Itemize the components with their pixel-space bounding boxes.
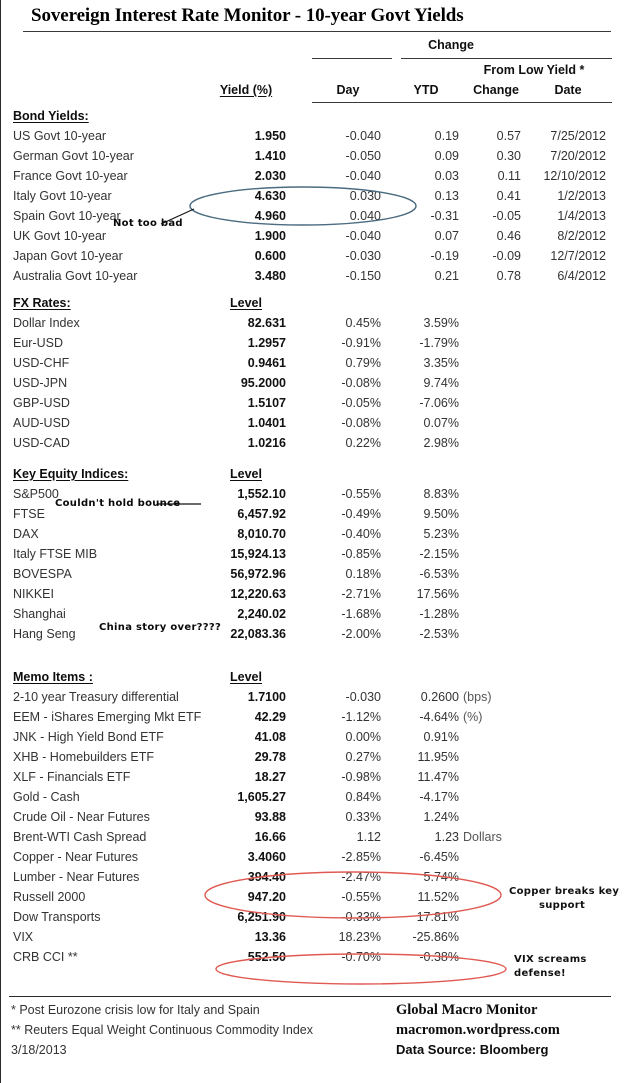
row-label: Crude Oil - Near Futures [13, 810, 150, 824]
row-ytd-change: -0.38% [419, 950, 459, 964]
row-from-low-date: 8/2/2012 [557, 229, 606, 243]
row-label: Russell 2000 [13, 890, 86, 904]
annotation-vix-screams-line1: VIX screams [514, 954, 587, 965]
row-label: Dollar Index [13, 316, 80, 330]
table-row [1, 827, 630, 847]
annotation-copper-breaks-line1: Copper breaks key [509, 886, 620, 897]
table-row [1, 333, 630, 353]
row-ytd-change: -1.28% [419, 607, 459, 621]
row-label: Brent-WTI Cash Spread [13, 830, 147, 844]
row-label: JNK - High Yield Bond ETF [13, 730, 164, 744]
header-from-low-yield: From Low Yield * [483, 63, 585, 77]
row-level: 6,457.92 [237, 507, 286, 521]
row-unit-suffix: (%) [463, 710, 483, 724]
row-label: XHB - Homebuilders ETF [13, 750, 155, 764]
table-row [1, 847, 630, 867]
row-day-change: -1.68% [341, 607, 381, 621]
header-rule-bottom [312, 102, 612, 103]
section-key-equity-indices [1, 464, 630, 644]
row-label: Italy FTSE MIB [13, 547, 98, 561]
section-memo-items [1, 667, 630, 967]
header-rule-day [312, 58, 392, 59]
section-title: FX Rates: [13, 296, 71, 310]
row-label: EEM - iShares Emerging Mkt ETF [13, 710, 202, 724]
row-level: 42.29 [254, 710, 286, 724]
row-ytd-change: 11.95% [417, 750, 459, 764]
row-level: 1.900 [254, 229, 286, 243]
row-level: 29.78 [254, 750, 286, 764]
row-ytd-change: 8.83% [423, 487, 459, 501]
row-from-low-change: -0.05 [492, 209, 521, 223]
header-ytd: YTD [413, 83, 439, 97]
row-day-change: 18.23% [338, 930, 381, 944]
row-ytd-change: -4.64% [419, 710, 459, 724]
row-ytd-change: 0.07 [434, 229, 459, 243]
row-level: 0.600 [254, 249, 286, 263]
row-day-change: 1.12 [356, 830, 381, 844]
header-level: Level [230, 296, 262, 310]
table-row [1, 524, 630, 544]
row-ytd-change: 0.13 [434, 189, 459, 203]
row-level: 56,972.96 [230, 567, 286, 581]
annotation-china-story-over: China story over???? [99, 622, 222, 633]
row-level: 1,605.27 [237, 790, 286, 804]
row-label: USD-CAD [13, 436, 70, 450]
table-row [1, 166, 630, 186]
row-from-low-date: 6/4/2012 [557, 269, 606, 283]
footnote-2: ** Reuters Equal Weight Continuous Commodity Index [11, 1023, 314, 1037]
row-from-low-change: 0.78 [496, 269, 521, 283]
footer-attribution [396, 1000, 626, 1060]
row-day-change: -0.040 [345, 169, 381, 183]
row-ytd-change: 11.47% [417, 770, 459, 784]
row-day-change: -0.08% [341, 416, 381, 430]
row-ytd-change: -2.15% [419, 547, 459, 561]
row-label: Italy Govt 10-year [13, 189, 112, 203]
row-day-change: -0.08% [341, 376, 381, 390]
row-ytd-change: 11.52% [417, 890, 459, 904]
row-level: 394.40 [247, 870, 286, 884]
row-ytd-change: 5.23% [423, 527, 459, 541]
header-change-group: Change [428, 38, 474, 52]
table-row [1, 373, 630, 393]
row-ytd-change: 0.09 [434, 149, 459, 163]
row-label: Dow Transports [13, 910, 101, 924]
row-day-change: 0.79% [345, 356, 381, 370]
table-row [1, 353, 630, 373]
row-level: 1.0216 [247, 436, 286, 450]
memo-rows [1, 687, 630, 967]
row-level: 93.88 [254, 810, 286, 824]
fx-rows [1, 313, 630, 453]
table-row [1, 206, 630, 226]
row-day-change: 0.84% [345, 790, 381, 804]
row-day-change: 0.18% [345, 567, 381, 581]
row-ytd-change: 0.07% [423, 416, 459, 430]
footer-date: 3/18/2013 [11, 1043, 67, 1057]
row-from-low-date: 7/20/2012 [550, 149, 606, 163]
row-from-low-change: 0.57 [496, 129, 521, 143]
row-ytd-change: 2.98% [423, 436, 459, 450]
row-day-change: 0.27% [345, 750, 381, 764]
row-level: 8,010.70 [237, 527, 286, 541]
row-from-low-change: 0.30 [496, 149, 521, 163]
row-level: 3.4060 [247, 850, 286, 864]
row-level: 15,924.13 [230, 547, 286, 561]
footnote-1: * Post Eurozone crisis low for Italy and Spain [11, 1003, 260, 1017]
row-ytd-change: -4.17% [419, 790, 459, 804]
row-ytd-change: -7.06% [419, 396, 459, 410]
row-label: USD-CHF [13, 356, 70, 370]
row-level: 18.27 [254, 770, 286, 784]
table-row [1, 226, 630, 246]
row-from-low-change: -0.09 [492, 249, 521, 263]
row-label: XLF - Financials ETF [13, 770, 131, 784]
table-row [1, 907, 630, 927]
row-day-change: -2.47% [341, 870, 381, 884]
section-header-fx [1, 293, 630, 313]
row-ytd-change: 3.35% [423, 356, 459, 370]
row-day-change: -0.050 [345, 149, 381, 163]
row-label: AUD-USD [13, 416, 70, 430]
row-level: 552.50 [247, 950, 286, 964]
section-header-memo [1, 667, 630, 687]
footer-divider [9, 996, 611, 997]
row-day-change: -0.85% [341, 547, 381, 561]
footer-notes [11, 1000, 391, 1060]
row-day-change: -0.40% [341, 527, 381, 541]
row-label: FTSE [13, 507, 45, 521]
table-row [1, 604, 630, 624]
row-level: 1,552.10 [237, 487, 286, 501]
section-title: Key Equity Indices: [13, 467, 129, 481]
table-row [1, 927, 630, 947]
row-label: UK Govt 10-year [13, 229, 107, 243]
row-day-change: -0.040 [345, 229, 381, 243]
table-row [1, 707, 630, 727]
row-level: 22,083.36 [230, 627, 286, 641]
section-title: Bond Yields: [13, 109, 89, 123]
table-row [1, 807, 630, 827]
row-label: BOVESPA [13, 567, 72, 581]
row-label: Hang Seng [13, 627, 76, 641]
row-ytd-change: 3.59% [423, 316, 459, 330]
header-rule-change [401, 58, 612, 59]
table-row [1, 146, 630, 166]
footer-brand: Global Macro Monitor [396, 1002, 538, 1018]
row-label: USD-JPN [13, 376, 68, 390]
annotation-vix-screams-line2: defense! [514, 968, 566, 979]
section-header-bonds [1, 106, 630, 126]
table-row [1, 767, 630, 787]
row-label: Gold - Cash [13, 790, 80, 804]
row-level: 1.7100 [247, 690, 286, 704]
row-day-change: -2.00% [341, 627, 381, 641]
header-date: Date [554, 83, 582, 97]
row-label: NIKKEI [13, 587, 54, 601]
row-ytd-change: -6.53% [419, 567, 459, 581]
table-row [1, 313, 630, 333]
section-title: Memo Items : [13, 670, 93, 684]
row-level: 16.66 [254, 830, 286, 844]
row-day-change: -0.55% [341, 890, 381, 904]
annotation-not-too-bad: Not too bad [113, 218, 183, 229]
page-title: Sovereign Interest Rate Monitor - 10-year Govt Yields [31, 5, 464, 26]
row-level: 12,220.63 [230, 587, 286, 601]
row-ytd-change: 17.56% [416, 587, 459, 601]
row-label: Japan Govt 10-year [13, 249, 123, 263]
row-label: CRB CCI ** [13, 950, 78, 964]
row-ytd-change: 0.03 [434, 169, 459, 183]
table-row [1, 433, 630, 453]
table-row [1, 564, 630, 584]
row-from-low-date: 12/7/2012 [550, 249, 606, 263]
row-ytd-change: 0.91% [423, 730, 459, 744]
row-level: 41.08 [254, 730, 286, 744]
row-day-change: -1.12% [341, 710, 381, 724]
footer-source: Data Source: Bloomberg [396, 1042, 549, 1057]
row-from-low-date: 12/10/2012 [543, 169, 606, 183]
row-level: 947.20 [247, 890, 286, 904]
row-label: VIX [13, 930, 34, 944]
row-level: 13.36 [254, 930, 286, 944]
table-row [1, 787, 630, 807]
row-ytd-change: -25.86% [412, 930, 459, 944]
row-level: 95.2000 [240, 376, 286, 390]
row-ytd-change: -0.31 [430, 209, 459, 223]
title-block [1, 4, 630, 28]
table-row [1, 584, 630, 604]
row-ytd-change: 9.74% [423, 376, 459, 390]
row-label: France Govt 10-year [13, 169, 128, 183]
row-day-change: 0.040 [349, 209, 381, 223]
header-day: Day [336, 83, 360, 97]
row-ytd-change: 1.24% [423, 810, 459, 824]
row-label: German Govt 10-year [13, 149, 134, 163]
row-day-change: 0.22% [345, 436, 381, 450]
annotation-copper-breaks-line2: support [539, 900, 586, 911]
row-level: 6,251.90 [237, 910, 286, 924]
table-row [1, 393, 630, 413]
table-row [1, 867, 630, 887]
title-divider [23, 31, 611, 32]
row-day-change: 0.00% [345, 730, 381, 744]
row-level: 4.630 [254, 189, 286, 203]
row-ytd-change: -0.19 [430, 249, 459, 263]
row-unit-suffix: (bps) [463, 690, 492, 704]
table-row [1, 727, 630, 747]
row-label: 2-10 year Treasury differential [13, 690, 179, 704]
row-ytd-change: -6.45% [419, 850, 459, 864]
section-bond-yields [1, 106, 630, 286]
row-day-change: -0.33% [341, 910, 381, 924]
footer-site[interactable]: macromon.wordpress.com [396, 1022, 560, 1038]
row-label: S&P500 [13, 487, 59, 501]
row-ytd-change: 0.19 [434, 129, 459, 143]
row-day-change: -0.040 [345, 129, 381, 143]
row-day-change: -0.70% [341, 950, 381, 964]
row-day-change: 0.030 [349, 189, 381, 203]
table-row [1, 687, 630, 707]
row-from-low-change: 0.46 [496, 229, 521, 243]
row-level: 2.030 [254, 169, 286, 183]
table-row [1, 624, 630, 644]
row-level: 4.960 [254, 209, 286, 223]
row-label: Spain Govt 10-year [13, 209, 121, 223]
row-day-change: -0.91% [341, 336, 381, 350]
row-ytd-change: -1.79% [419, 336, 459, 350]
table-row [1, 246, 630, 266]
header-level: Level [230, 467, 262, 481]
row-ytd-change: 5.74% [423, 870, 459, 884]
row-label: Shanghai [13, 607, 66, 621]
section-fx-rates [1, 293, 630, 453]
row-label: Lumber - Near Futures [13, 870, 140, 884]
header-yield: Yield (%) [219, 83, 273, 97]
table-row [1, 186, 630, 206]
row-day-change: -2.85% [341, 850, 381, 864]
row-level: 1.5107 [247, 396, 286, 410]
row-day-change: -2.71% [341, 587, 381, 601]
row-day-change: -0.150 [345, 269, 381, 283]
table-row [1, 747, 630, 767]
row-level: 0.9461 [247, 356, 286, 370]
row-from-low-date: 1/2/2013 [557, 189, 606, 203]
table-row [1, 413, 630, 433]
row-day-change: 0.45% [345, 316, 381, 330]
row-ytd-change: -2.53% [419, 627, 459, 641]
header-level: Level [230, 670, 262, 684]
row-ytd-change: 1.23 [434, 830, 459, 844]
annotation-couldnt-hold-bounce: Couldn't hold bounce [55, 498, 181, 509]
row-unit-suffix: Dollars [463, 830, 502, 844]
row-ytd-change: 9.50% [423, 507, 459, 521]
bond-rows [1, 126, 630, 286]
row-label: US Govt 10-year [13, 129, 107, 143]
row-level: 1.2957 [247, 336, 286, 350]
row-from-low-change: 0.11 [497, 169, 521, 183]
row-ytd-change: 0.21 [434, 269, 459, 283]
row-level: 1.410 [254, 149, 286, 163]
row-label: DAX [13, 527, 39, 541]
row-from-low-date: 1/4/2013 [557, 209, 606, 223]
row-day-change: -0.05% [341, 396, 381, 410]
row-day-change: -0.49% [341, 507, 381, 521]
column-header-block [1, 34, 630, 104]
row-from-low-date: 7/25/2012 [550, 129, 606, 143]
row-label: Eur-USD [13, 336, 64, 350]
row-ytd-change: 0.2600 [420, 690, 459, 704]
table-row [1, 544, 630, 564]
row-level: 3.480 [254, 269, 286, 283]
row-day-change: -0.030 [345, 690, 381, 704]
row-label: Copper - Near Futures [13, 850, 139, 864]
row-day-change: -0.030 [345, 249, 381, 263]
section-header-equities [1, 464, 630, 484]
row-day-change: -0.98% [341, 770, 381, 784]
row-label: GBP-USD [13, 396, 70, 410]
row-day-change: -0.55% [341, 487, 381, 501]
row-day-change: 0.33% [345, 810, 381, 824]
row-level: 1.0401 [247, 416, 286, 430]
table-row [1, 126, 630, 146]
table-row [1, 266, 630, 286]
row-level: 82.631 [247, 316, 286, 330]
row-label: Australia Govt 10-year [13, 269, 138, 283]
row-level: 1.950 [254, 129, 286, 143]
header-change: Change [473, 83, 519, 97]
row-level: 2,240.02 [237, 607, 286, 621]
row-from-low-change: 0.41 [496, 189, 521, 203]
row-ytd-change: 17.81% [416, 910, 459, 924]
